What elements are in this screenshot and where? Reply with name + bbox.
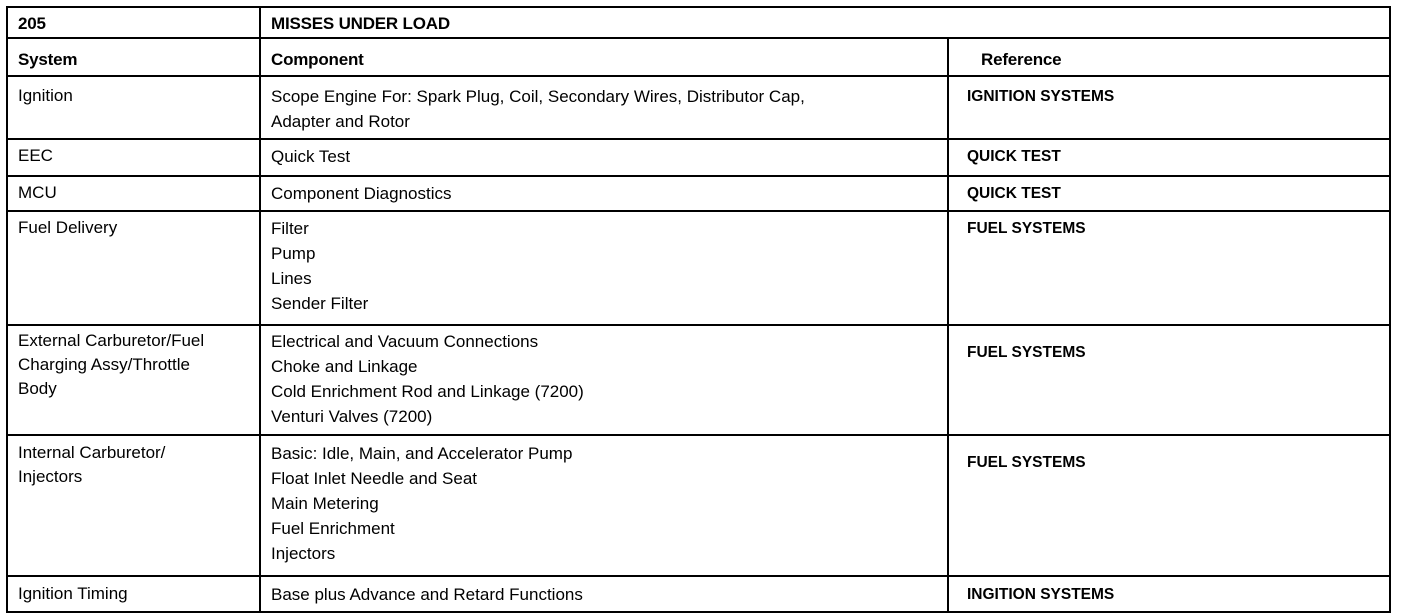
reference-cell: INGITION SYSTEMS [948, 576, 1390, 612]
component-line: Adapter and Rotor [271, 112, 410, 131]
reference-cell: QUICK TEST [948, 139, 1390, 176]
reference-cell: IGNITION SYSTEMS [948, 76, 1390, 139]
system-cell [7, 211, 260, 325]
header-reference: Reference [948, 38, 1390, 76]
system-cell [7, 176, 260, 211]
title-row [7, 7, 1390, 38]
component-line: Component Diagnostics [271, 184, 452, 203]
system-line: EEC [18, 146, 53, 165]
component-cell [260, 325, 948, 435]
component-cell [260, 139, 948, 176]
table-row [7, 176, 1390, 211]
component-line: Cold Enrichment Rod and Linkage (7200) [271, 382, 584, 401]
component-line: Sender Filter [271, 294, 369, 313]
reference-cell: FUEL SYSTEMS [948, 435, 1390, 576]
component-line: Lines [271, 269, 312, 288]
component-cell [260, 76, 948, 139]
system-cell [7, 435, 260, 576]
reference-cell: FUEL SYSTEMS [948, 211, 1390, 325]
component-line: Scope Engine For: Spark Plug, Coil, Secondary Wires, Distributor Cap, [271, 87, 805, 106]
component-line: Float Inlet Needle and Seat [271, 469, 478, 488]
component-cell [260, 576, 948, 612]
diagnostic-table [6, 6, 1391, 613]
component-cell [260, 435, 948, 576]
system-line: Ignition Timing [18, 584, 128, 603]
table-row [7, 211, 1390, 325]
component-line: Main Metering [271, 494, 379, 513]
table-row [7, 435, 1390, 576]
system-cell [7, 325, 260, 435]
table-row [7, 76, 1390, 139]
table-row [7, 325, 1390, 435]
component-line: Choke and Linkage [271, 357, 418, 376]
component-cell [260, 211, 948, 325]
system-cell [7, 76, 260, 139]
header-system: System [7, 38, 260, 76]
system-line: Ignition [18, 86, 73, 105]
component-line: Pump [271, 244, 316, 263]
system-line: Fuel Delivery [18, 218, 118, 237]
component-line: Fuel Enrichment [271, 519, 395, 538]
table-row [7, 139, 1390, 176]
header-row [7, 38, 1390, 76]
component-line: Venturi Valves (7200) [271, 407, 433, 426]
system-line: Charging Assy/Throttle [18, 355, 190, 374]
table-row [7, 576, 1390, 612]
component-cell [260, 176, 948, 211]
reference-cell: FUEL SYSTEMS [948, 325, 1390, 435]
component-line: Base plus Advance and Retard Functions [271, 585, 583, 604]
header-component: Component [260, 38, 948, 76]
system-cell [7, 576, 260, 612]
component-line: Injectors [271, 544, 336, 563]
system-line: Injectors [18, 467, 83, 486]
procedure-title: MISSES UNDER LOAD [260, 7, 1390, 38]
component-line: Filter [271, 219, 309, 238]
reference-cell: QUICK TEST [948, 176, 1390, 211]
system-cell [7, 139, 260, 176]
component-line: Quick Test [271, 147, 351, 166]
system-line: MCU [18, 183, 57, 202]
system-line: Internal Carburetor/ [18, 443, 166, 462]
system-line: External Carburetor/Fuel [18, 331, 205, 350]
component-line: Basic: Idle, Main, and Accelerator Pump [271, 444, 573, 463]
system-line: Body [18, 379, 57, 398]
procedure-code: 205 [7, 7, 260, 38]
component-line: Electrical and Vacuum Connections [271, 332, 539, 351]
